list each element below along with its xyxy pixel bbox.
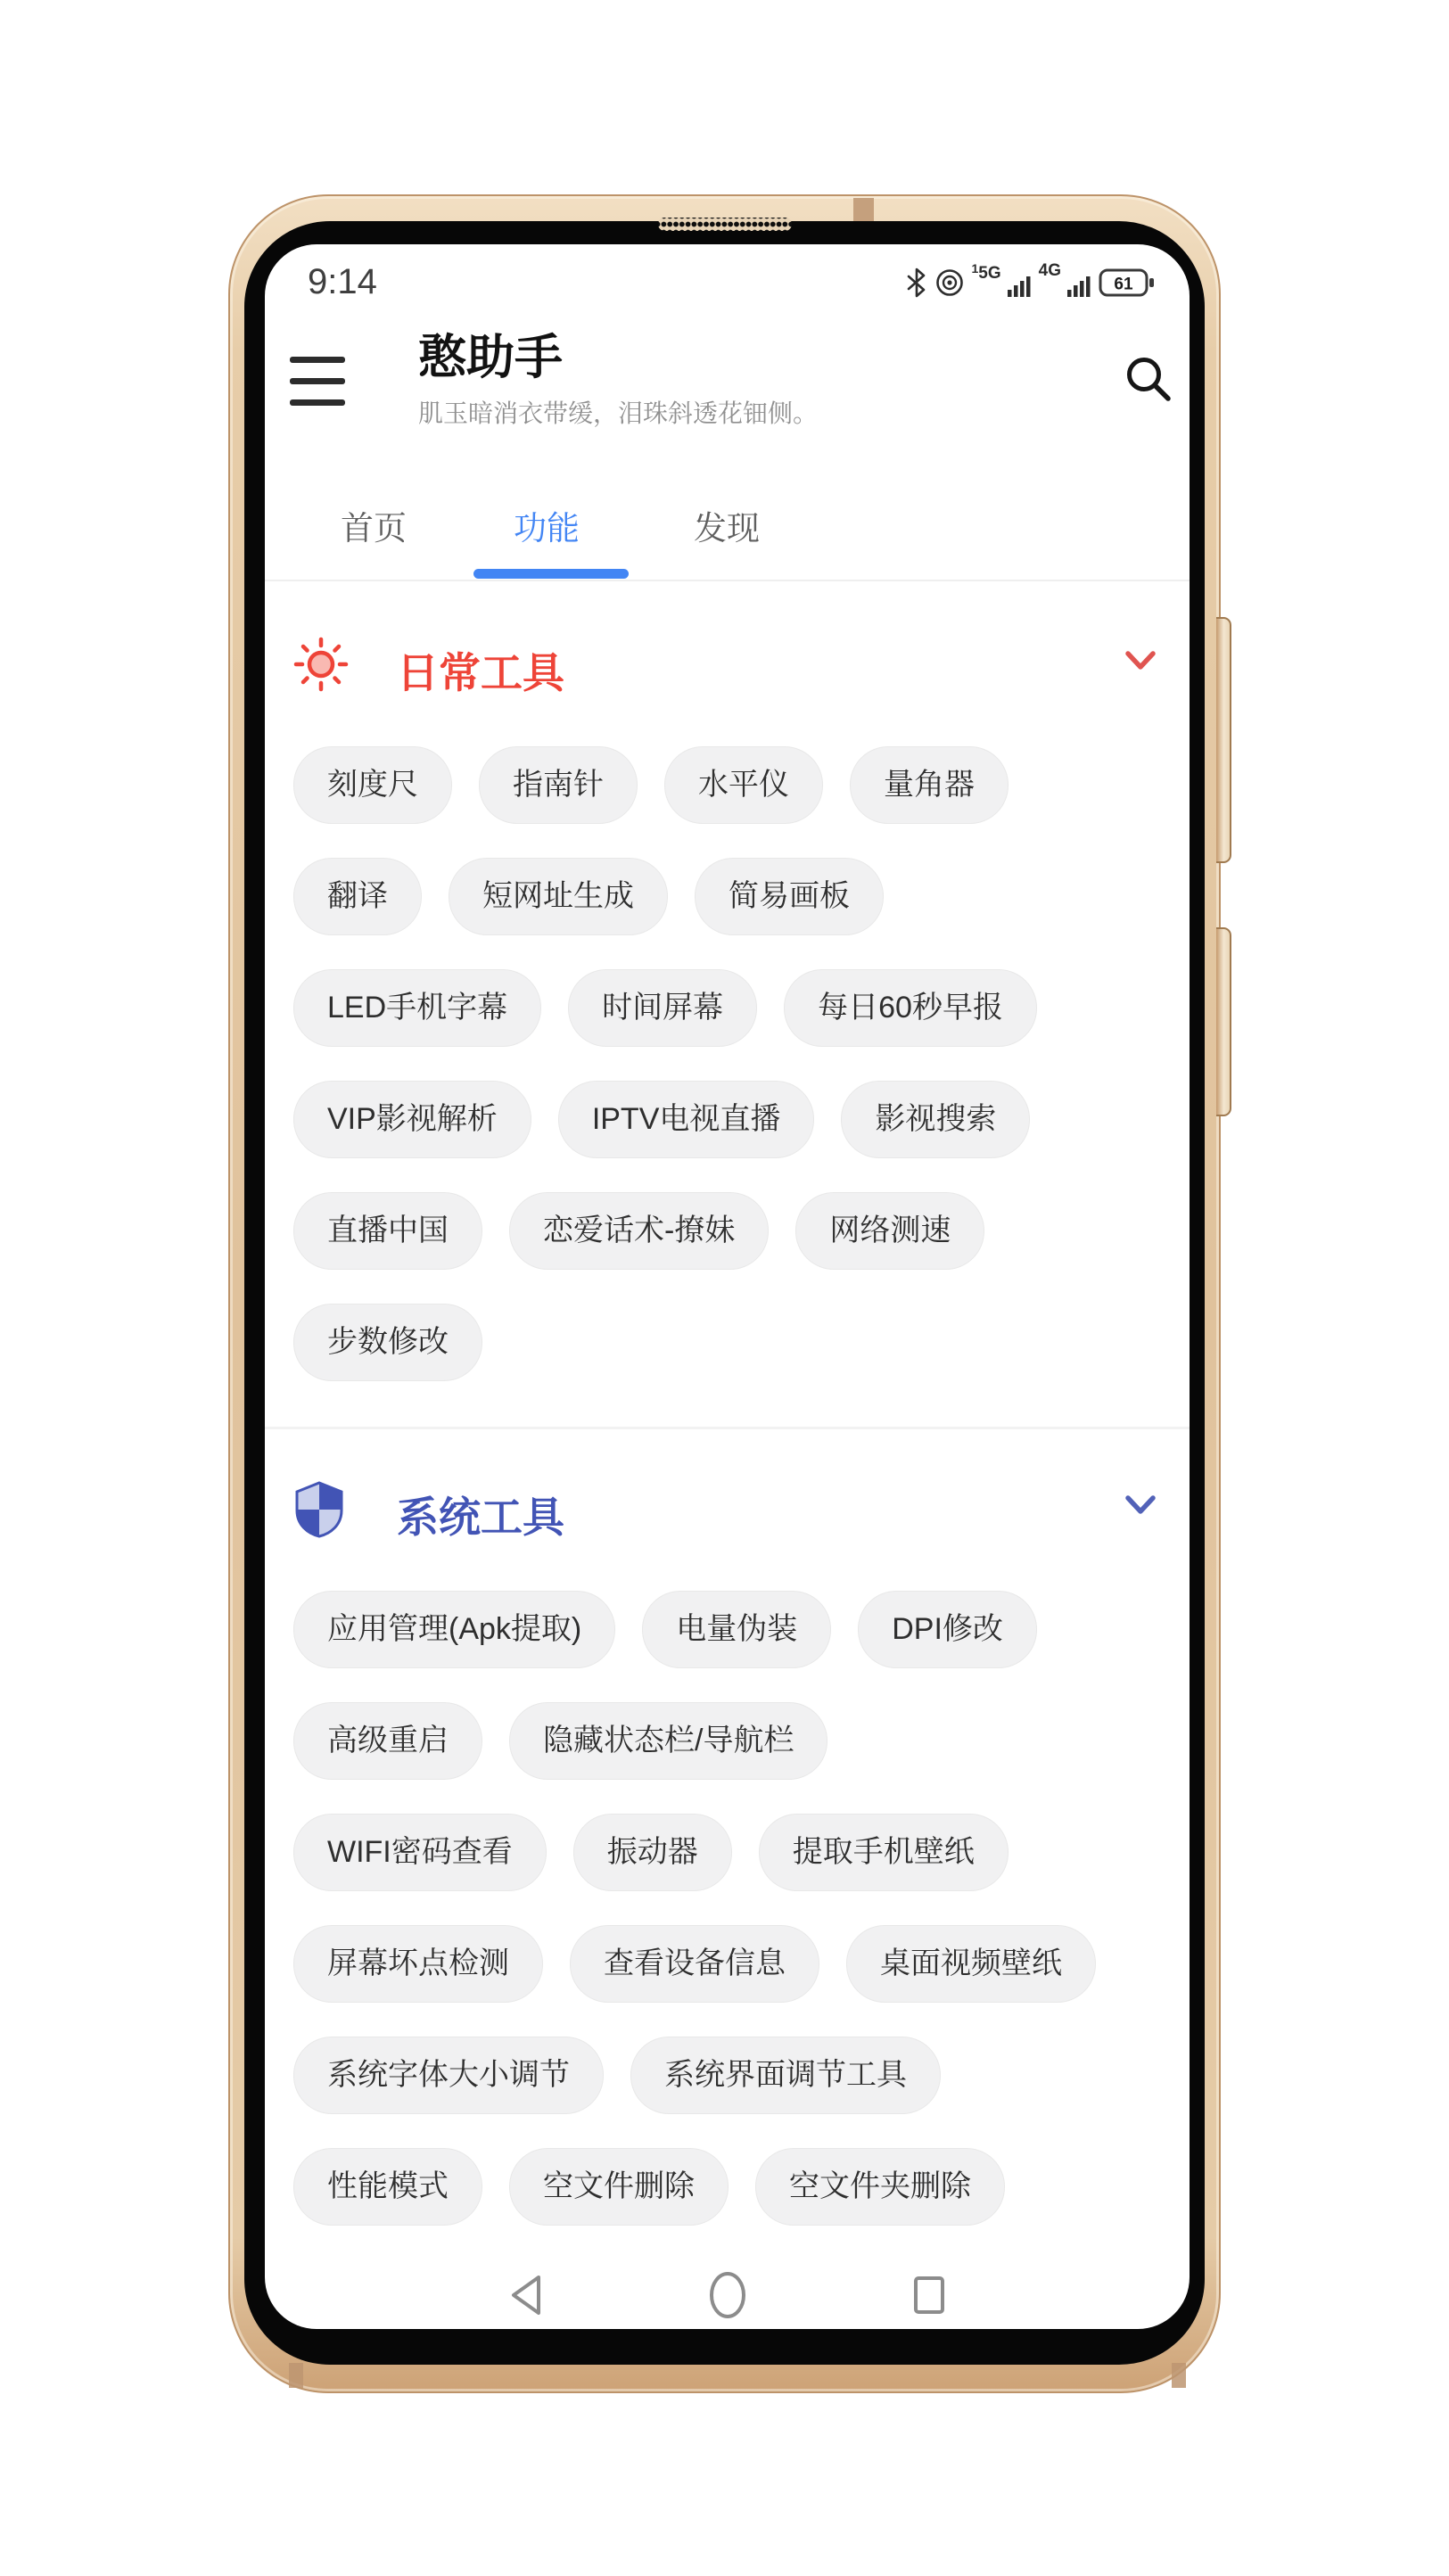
active-tab-indicator bbox=[473, 569, 629, 579]
back-icon[interactable] bbox=[506, 2272, 546, 2318]
section-title: 系统工具 bbox=[397, 1494, 564, 1541]
page-subtitle: 肌玉暗消衣带缓，泪珠斜透花钿侧。 bbox=[418, 399, 819, 427]
phone-frame bbox=[228, 194, 1221, 2393]
tab-discover[interactable]: 发现 bbox=[694, 510, 760, 547]
section-system-tools bbox=[293, 1481, 1158, 2259]
tool-chip[interactable]: 量角器 bbox=[850, 746, 1009, 824]
status-time: 9:14 bbox=[308, 262, 377, 301]
section-divider bbox=[265, 1427, 1190, 1429]
svg-text:61: 61 bbox=[1114, 275, 1133, 294]
tool-chip[interactable]: 性能模式 bbox=[293, 2148, 482, 2226]
tool-chip[interactable]: 步数修改 bbox=[293, 1304, 482, 1381]
tool-chip[interactable]: 系统字体大小调节 bbox=[293, 2037, 604, 2114]
tool-chip[interactable]: 隐藏状态栏/导航栏 bbox=[509, 1702, 827, 1780]
tool-chip[interactable]: 直播中国 bbox=[293, 1192, 482, 1270]
tool-chip[interactable]: 桌面视频壁纸 bbox=[846, 1925, 1096, 2003]
speaker-grille bbox=[658, 218, 792, 231]
section-title: 日常工具 bbox=[397, 649, 564, 696]
tool-chip[interactable]: 电量伪装 bbox=[642, 1591, 831, 1668]
sun-icon bbox=[293, 637, 349, 692]
tool-chip[interactable]: VIP影视解析 bbox=[293, 1081, 531, 1158]
signal-bars-icon bbox=[1008, 271, 1033, 298]
tool-chip[interactable]: 提取手机壁纸 bbox=[759, 1814, 1009, 1891]
shield-icon bbox=[293, 1481, 345, 1538]
menu-icon[interactable] bbox=[290, 357, 345, 406]
search-icon[interactable] bbox=[1123, 353, 1174, 405]
chevron-down-icon[interactable] bbox=[1123, 1494, 1158, 1518]
tool-chip[interactable]: 振动器 bbox=[573, 1814, 732, 1891]
sim2-network-label: 4G bbox=[1038, 261, 1061, 280]
tool-chip[interactable]: IPTV电视直播 bbox=[558, 1081, 815, 1158]
phone-screen bbox=[265, 244, 1190, 2329]
home-icon[interactable] bbox=[706, 2269, 749, 2321]
tool-chip[interactable]: 恋爱话术-撩妹 bbox=[509, 1192, 769, 1270]
tool-chip[interactable]: 短网址生成 bbox=[449, 858, 668, 935]
tool-chip[interactable]: 空文件删除 bbox=[509, 2148, 729, 2226]
tool-chip[interactable]: 刻度尺 bbox=[293, 746, 452, 824]
section-daily-tools bbox=[293, 637, 1158, 1415]
page-title: 憨助手 bbox=[418, 331, 563, 384]
tool-chip[interactable]: 影视搜索 bbox=[841, 1081, 1030, 1158]
tool-chip[interactable]: 高级重启 bbox=[293, 1702, 482, 1780]
tab-bar bbox=[265, 494, 1190, 581]
power-button[interactable] bbox=[1216, 927, 1231, 1116]
status-icons bbox=[905, 262, 1156, 298]
tool-chip[interactable]: 应用管理(Apk提取) bbox=[293, 1591, 615, 1668]
tool-chip[interactable]: 查看设备信息 bbox=[570, 1925, 819, 2003]
android-nav-bar bbox=[265, 2255, 1190, 2329]
tool-chip[interactable]: 水平仪 bbox=[664, 746, 823, 824]
tool-chip[interactable]: 空文件夹删除 bbox=[755, 2148, 1005, 2226]
sim1-network-label: $^1$5G bbox=[971, 261, 1001, 283]
recents-icon[interactable] bbox=[910, 2273, 949, 2317]
section-header[interactable] bbox=[293, 637, 1158, 696]
signal-bars-icon bbox=[1067, 271, 1092, 298]
tool-chip[interactable]: 屏幕坏点检测 bbox=[293, 1925, 543, 2003]
tool-chip[interactable]: LED手机字幕 bbox=[293, 969, 541, 1047]
tool-chip[interactable]: 时间屏幕 bbox=[568, 969, 757, 1047]
volume-button[interactable] bbox=[1216, 617, 1231, 863]
tab-home[interactable]: 首页 bbox=[341, 510, 407, 547]
antenna-band bbox=[289, 2363, 303, 2388]
tool-chip[interactable]: 指南针 bbox=[479, 746, 638, 824]
battery-icon bbox=[1099, 267, 1156, 298]
bluetooth-icon bbox=[905, 267, 928, 298]
tool-chip[interactable]: 每日60秒早报 bbox=[784, 969, 1037, 1047]
tool-chip[interactable]: 翻译 bbox=[293, 858, 422, 935]
chevron-down-icon[interactable] bbox=[1123, 649, 1158, 674]
tool-chip[interactable]: DPI修改 bbox=[858, 1591, 1037, 1668]
section-header[interactable] bbox=[293, 1481, 1158, 1541]
tool-chip[interactable]: 系统界面调节工具 bbox=[630, 2037, 941, 2114]
antenna-band bbox=[1172, 2363, 1186, 2388]
tab-functions[interactable]: 功能 bbox=[514, 510, 580, 547]
tool-chip[interactable]: 网络测速 bbox=[795, 1192, 984, 1270]
wifi-calling-icon bbox=[934, 267, 965, 298]
tool-chip[interactable]: 简易画板 bbox=[695, 858, 884, 935]
tool-chip[interactable]: WIFI密码查看 bbox=[293, 1814, 547, 1891]
divider bbox=[265, 580, 1190, 581]
